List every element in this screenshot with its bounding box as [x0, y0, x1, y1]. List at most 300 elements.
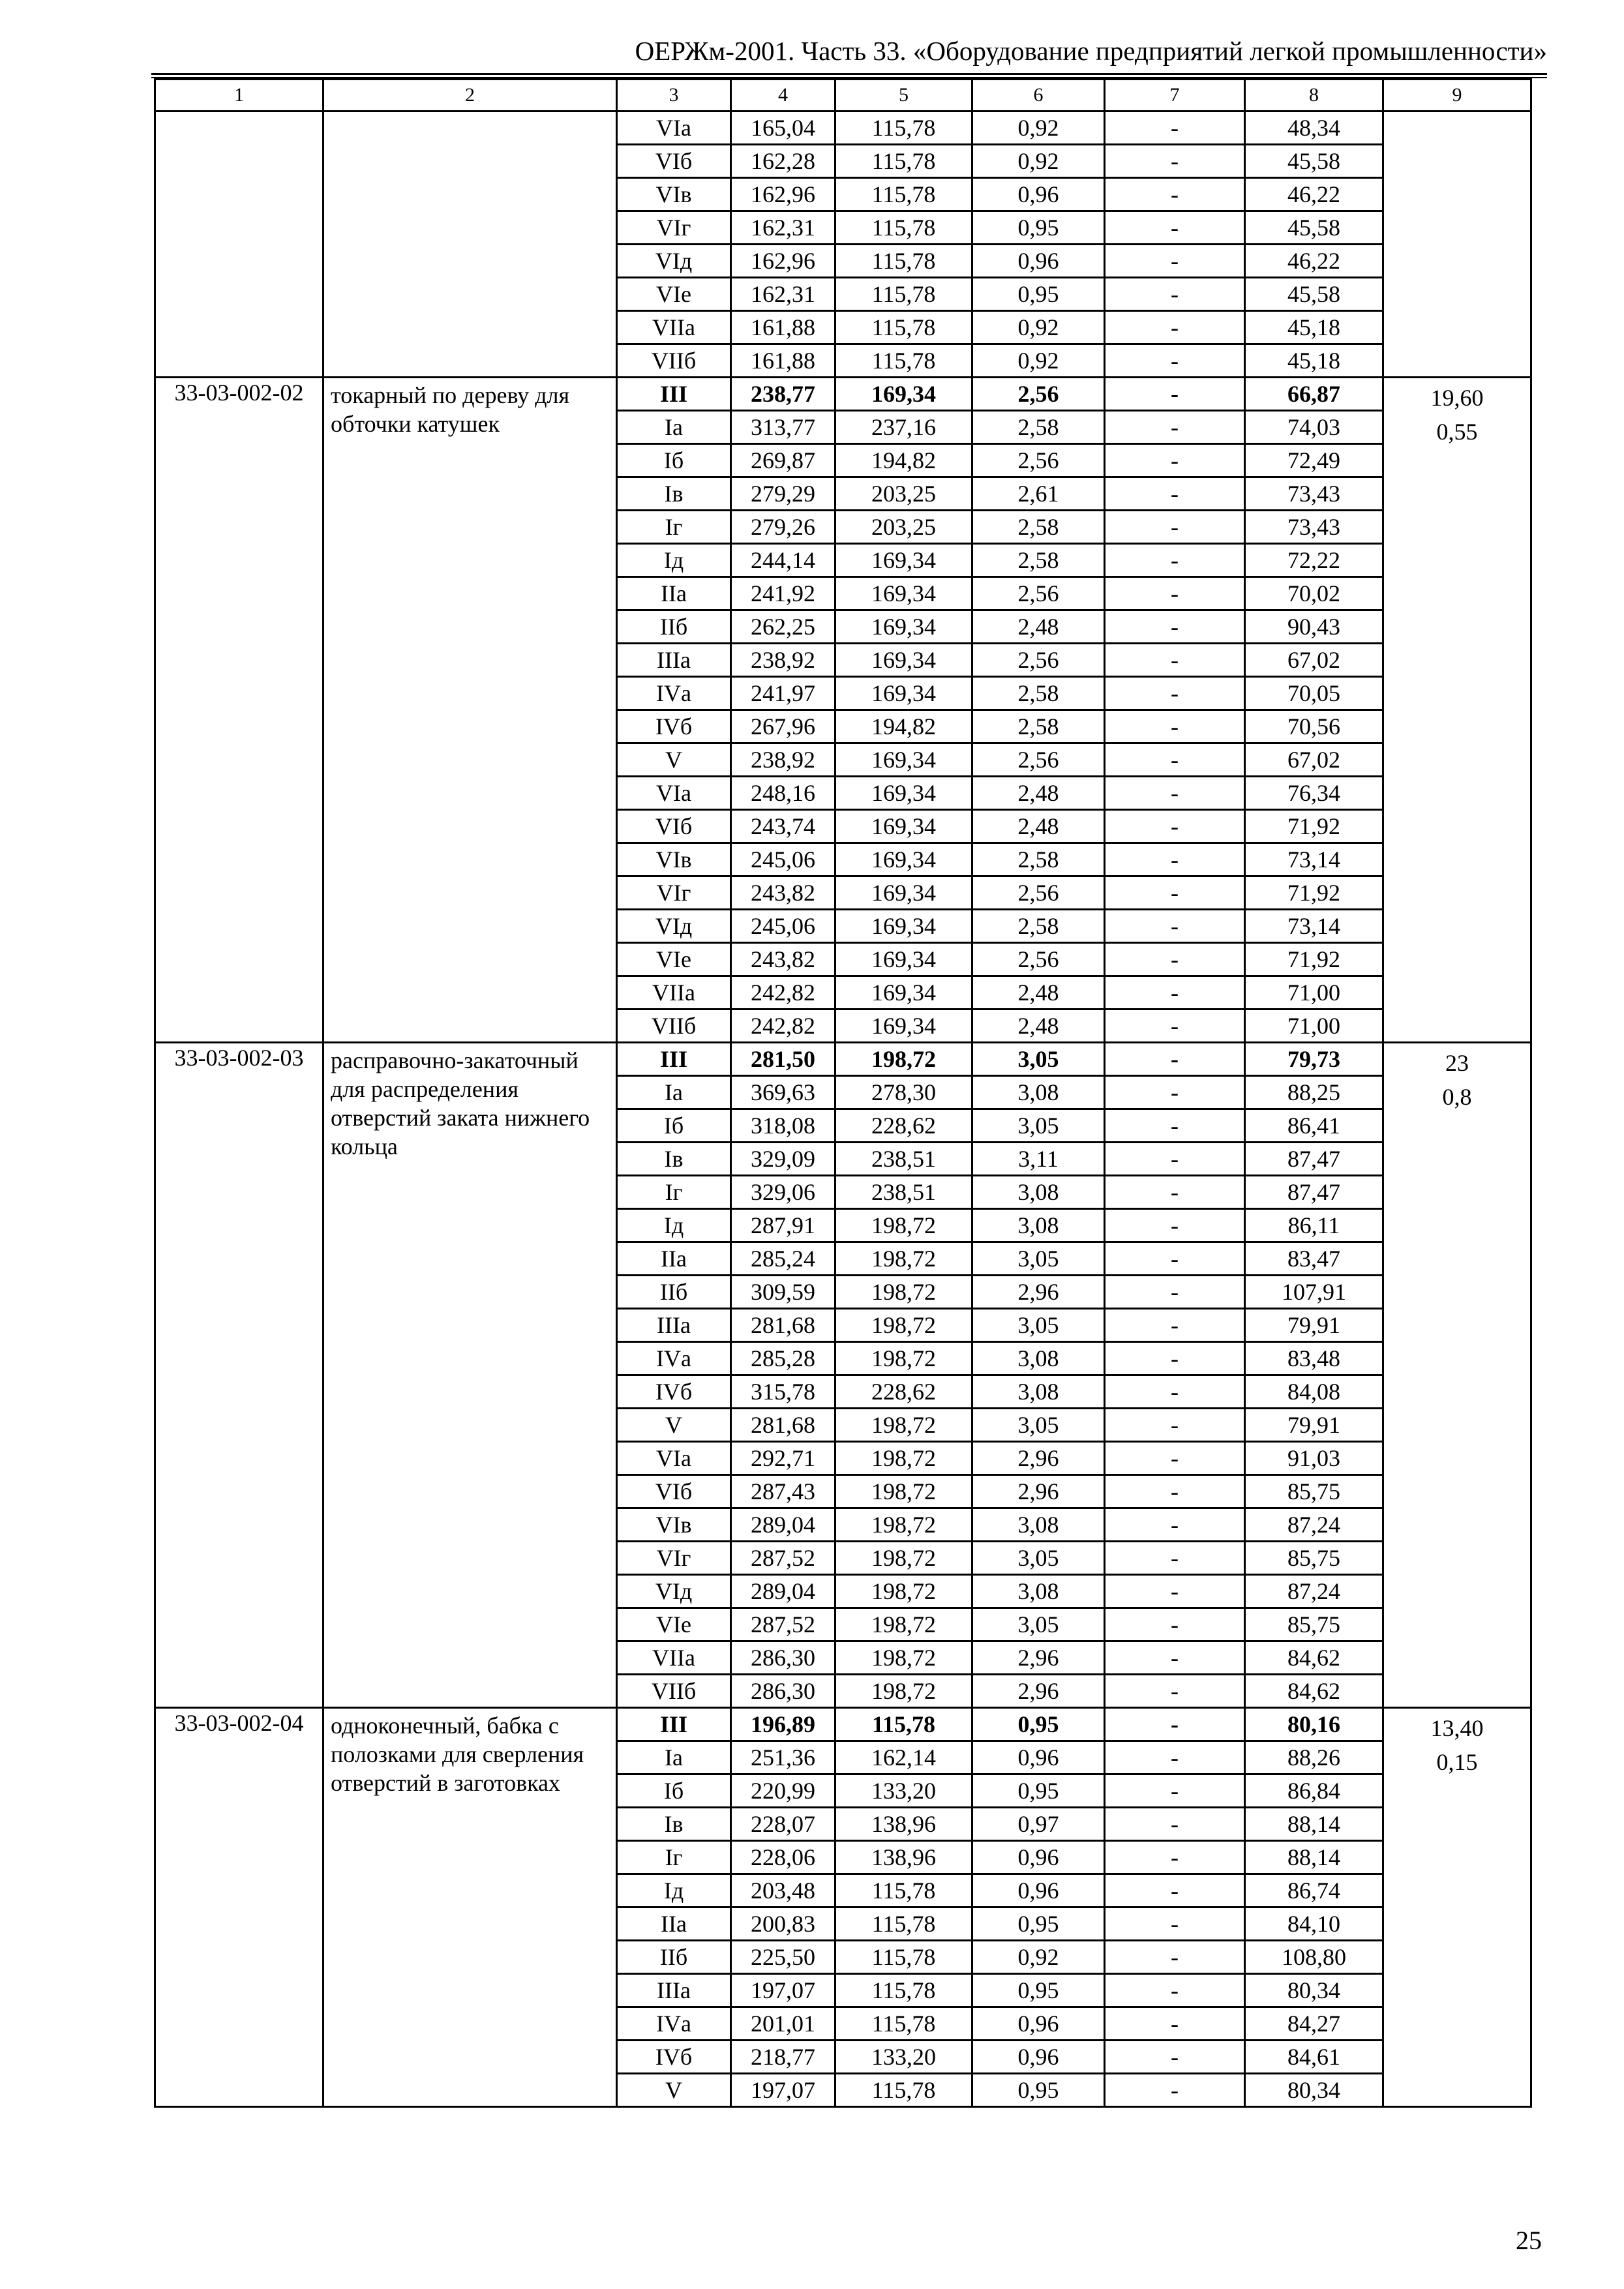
value-cell: - [1105, 1641, 1245, 1675]
value-cell: 3,05 [972, 1542, 1105, 1575]
value-cell: 79,91 [1245, 1409, 1383, 1442]
value-cell: 2,48 [972, 610, 1105, 644]
region-cell: VIе [617, 943, 731, 976]
value-cell: 169,34 [835, 544, 972, 577]
value-cell: 84,61 [1245, 2041, 1383, 2074]
value-cell: 245,06 [731, 910, 835, 943]
value-cell: 70,05 [1245, 677, 1383, 710]
value-cell: 238,51 [835, 1176, 972, 1209]
value-cell: 0,92 [972, 344, 1105, 378]
value-cell: 0,95 [972, 278, 1105, 311]
value-cell: - [1105, 1442, 1245, 1475]
value-cell: - [1105, 843, 1245, 876]
region-cell: IIа [617, 1242, 731, 1276]
value-cell: 2,58 [972, 677, 1105, 710]
value-cell: 76,34 [1245, 777, 1383, 810]
value-cell: 2,96 [972, 1442, 1105, 1475]
table-row [155, 1043, 1531, 1076]
value-cell: 2,48 [972, 777, 1105, 810]
value-cell: 238,92 [731, 743, 835, 777]
value-cell: 0,96 [972, 245, 1105, 278]
value-cell: 287,43 [731, 1475, 835, 1508]
value-cell: 84,62 [1245, 1675, 1383, 1708]
region-cell: VIб [617, 145, 731, 178]
value-cell: 72,49 [1245, 444, 1383, 477]
value-cell: 3,08 [972, 1342, 1105, 1375]
value-cell: - [1105, 577, 1245, 610]
region-cell: IIа [617, 1908, 731, 1941]
region-cell: VIIа [617, 1641, 731, 1675]
value-cell: 198,72 [835, 1409, 972, 1442]
value-cell: 169,34 [835, 577, 972, 610]
value-cell: 162,96 [731, 178, 835, 211]
value-cell: 286,30 [731, 1641, 835, 1675]
rate-code-cell: 33-03-002-04 [155, 1708, 323, 2107]
value-cell: - [1105, 211, 1245, 245]
value-cell: - [1105, 1708, 1245, 1741]
value-cell: - [1105, 2007, 1245, 2041]
value-cell: 133,20 [835, 1774, 972, 1808]
value-cell: 2,96 [972, 1276, 1105, 1309]
value-cell: - [1105, 1941, 1245, 1974]
value-cell: 238,92 [731, 644, 835, 677]
value-cell: 46,22 [1245, 178, 1383, 211]
value-cell: - [1105, 378, 1245, 411]
value-cell: 228,06 [731, 1841, 835, 1874]
page-header-title: ОЕРЖм-2001. Часть 33. «Оборудование предприятий легкой промышленности» [635, 36, 1547, 66]
value-cell: 198,72 [835, 1309, 972, 1342]
value-cell: - [1105, 943, 1245, 976]
value-cell: 198,72 [835, 1641, 972, 1675]
value-cell: 287,52 [731, 1542, 835, 1575]
value-cell: 243,74 [731, 810, 835, 843]
header-rule-thick [151, 73, 1547, 75]
value-cell: 0,95 [972, 1974, 1105, 2007]
value-cell: 138,96 [835, 1808, 972, 1841]
value-cell: - [1105, 1176, 1245, 1209]
value-cell: 87,24 [1245, 1575, 1383, 1608]
value-cell: 85,75 [1245, 1608, 1383, 1641]
value-cell: 87,47 [1245, 1143, 1383, 1176]
value-cell: 115,78 [835, 1908, 972, 1941]
value-cell: 45,58 [1245, 145, 1383, 178]
value-cell: 45,18 [1245, 344, 1383, 378]
table-row [155, 1708, 1531, 1741]
value-cell: 0,92 [972, 112, 1105, 145]
region-cell: IIб [617, 610, 731, 644]
column-number: 8 [1245, 80, 1383, 112]
value-cell: 279,26 [731, 511, 835, 544]
value-cell: 48,34 [1245, 112, 1383, 145]
region-cell: VIв [617, 1508, 731, 1542]
column-number: 4 [731, 80, 835, 112]
value-cell: 115,78 [835, 1708, 972, 1741]
value-cell: 218,77 [731, 2041, 835, 2074]
value-cell: - [1105, 743, 1245, 777]
region-cell: IIб [617, 1276, 731, 1309]
value-cell: 3,08 [972, 1209, 1105, 1242]
value-cell: 2,56 [972, 444, 1105, 477]
value-cell: - [1105, 444, 1245, 477]
value-cell: 0,92 [972, 1941, 1105, 1974]
value-cell: 238,51 [835, 1143, 972, 1176]
value-cell: 281,50 [731, 1043, 835, 1076]
value-cell: 169,34 [835, 976, 972, 1010]
value-cell: 2,61 [972, 477, 1105, 511]
value-cell: 162,31 [731, 278, 835, 311]
value-cell: 267,96 [731, 710, 835, 743]
index-value: 0,15 [1436, 1749, 1478, 1775]
value-cell: 169,34 [835, 876, 972, 910]
region-cell: V [617, 2074, 731, 2107]
value-cell: 70,02 [1245, 577, 1383, 610]
value-cell: 45,58 [1245, 278, 1383, 311]
region-cell: VIIб [617, 344, 731, 378]
value-cell: 83,47 [1245, 1242, 1383, 1276]
value-cell: 3,08 [972, 1508, 1105, 1542]
resource-table [154, 78, 1532, 2108]
value-cell: 115,78 [835, 1874, 972, 1908]
value-cell: 71,92 [1245, 876, 1383, 910]
equipment-name-cell: расправочно-закаточный для распределения отверстий заката нижнего кольца [323, 1043, 617, 1708]
region-cell: VIIа [617, 976, 731, 1010]
value-cell: - [1105, 178, 1245, 211]
value-cell: 0,97 [972, 1808, 1105, 1841]
value-cell: 169,34 [835, 743, 972, 777]
value-cell: - [1105, 1542, 1245, 1575]
region-cell: Iв [617, 477, 731, 511]
value-cell: 66,87 [1245, 378, 1383, 411]
index-cell [1383, 378, 1531, 1043]
value-cell: 200,83 [731, 1908, 835, 1941]
region-cell: VIг [617, 211, 731, 245]
region-cell: Iд [617, 544, 731, 577]
value-cell: 262,25 [731, 610, 835, 644]
value-cell: 169,34 [835, 777, 972, 810]
region-cell: IVб [617, 710, 731, 743]
value-cell: - [1105, 1342, 1245, 1375]
value-cell: - [1105, 1109, 1245, 1143]
index-value: 13,40 [1430, 1715, 1484, 1741]
region-cell: Iв [617, 1808, 731, 1841]
value-cell: 71,92 [1245, 943, 1383, 976]
value-cell: 243,82 [731, 876, 835, 910]
region-cell: III [617, 1043, 731, 1076]
column-number: 1 [155, 80, 323, 112]
region-cell: IIIа [617, 644, 731, 677]
value-cell: 313,77 [731, 411, 835, 444]
region-cell: VIа [617, 1442, 731, 1475]
value-cell: - [1105, 477, 1245, 511]
index-value: 23 [1445, 1050, 1469, 1076]
value-cell: 198,72 [835, 1043, 972, 1076]
value-cell: - [1105, 245, 1245, 278]
index-value: 0,8 [1442, 1084, 1472, 1110]
value-cell: 83,48 [1245, 1342, 1383, 1375]
region-cell: Iд [617, 1209, 731, 1242]
value-cell: 3,05 [972, 1608, 1105, 1641]
value-cell: 3,05 [972, 1109, 1105, 1143]
value-cell: 86,84 [1245, 1774, 1383, 1808]
value-cell: - [1105, 610, 1245, 644]
value-cell: 241,97 [731, 677, 835, 710]
value-cell: 3,08 [972, 1575, 1105, 1608]
value-cell: 2,96 [972, 1641, 1105, 1675]
value-cell: 242,82 [731, 1010, 835, 1043]
value-cell: 115,78 [835, 112, 972, 145]
value-cell: 88,26 [1245, 1741, 1383, 1774]
value-cell: 2,56 [972, 876, 1105, 910]
region-cell: Iг [617, 1841, 731, 1874]
value-cell: 80,34 [1245, 1974, 1383, 2007]
region-cell: Iа [617, 1076, 731, 1109]
value-cell: 90,43 [1245, 610, 1383, 644]
value-cell: 2,58 [972, 544, 1105, 577]
column-number-row [155, 80, 1531, 112]
value-cell: 329,06 [731, 1176, 835, 1209]
value-cell: 198,72 [835, 1209, 972, 1242]
region-cell: IVа [617, 2007, 731, 2041]
equipment-name-cell [323, 112, 617, 378]
value-cell: - [1105, 2041, 1245, 2074]
value-cell: 203,48 [731, 1874, 835, 1908]
value-cell: 115,78 [835, 311, 972, 344]
index-cell [1383, 112, 1531, 378]
equipment-name-cell: одноконечный, бабка с полозками для сверления отверстий в заготовках [323, 1708, 617, 2107]
value-cell: - [1105, 777, 1245, 810]
region-cell: IIб [617, 1941, 731, 1974]
value-cell: 198,72 [835, 1475, 972, 1508]
region-cell: VIг [617, 876, 731, 910]
value-cell: 225,50 [731, 1941, 835, 1974]
value-cell: 0,95 [972, 2074, 1105, 2107]
region-cell: Iг [617, 1176, 731, 1209]
value-cell: 73,43 [1245, 511, 1383, 544]
value-cell: - [1105, 1409, 1245, 1442]
value-cell: 0,96 [972, 2041, 1105, 2074]
rate-code-cell [155, 112, 323, 378]
value-cell: 169,34 [835, 610, 972, 644]
value-cell: - [1105, 411, 1245, 444]
value-cell: 162,28 [731, 145, 835, 178]
value-cell: 0,96 [972, 178, 1105, 211]
value-cell: 194,82 [835, 710, 972, 743]
value-cell: 3,05 [972, 1409, 1105, 1442]
value-cell: 3,08 [972, 1176, 1105, 1209]
value-cell: - [1105, 810, 1245, 843]
value-cell: 2,48 [972, 976, 1105, 1010]
value-cell: 0,92 [972, 145, 1105, 178]
value-cell: 286,30 [731, 1675, 835, 1708]
value-cell: 86,74 [1245, 1874, 1383, 1908]
value-cell: 0,95 [972, 1774, 1105, 1808]
value-cell: 85,75 [1245, 1475, 1383, 1508]
value-cell: - [1105, 1276, 1245, 1309]
value-cell: 72,22 [1245, 544, 1383, 577]
value-cell: 3,05 [972, 1309, 1105, 1342]
value-cell: 73,14 [1245, 843, 1383, 876]
value-cell: 169,34 [835, 943, 972, 976]
value-cell: - [1105, 1908, 1245, 1941]
value-cell: 198,72 [835, 1608, 972, 1641]
value-cell: 2,58 [972, 843, 1105, 876]
region-cell: IVб [617, 2041, 731, 2074]
value-cell: 248,16 [731, 777, 835, 810]
value-cell: 88,14 [1245, 1808, 1383, 1841]
equipment-name-cell: токарный по дереву для обточки катушек [323, 378, 617, 1043]
value-cell: - [1105, 976, 1245, 1010]
value-cell: - [1105, 1808, 1245, 1841]
region-cell: V [617, 743, 731, 777]
value-cell: 289,04 [731, 1508, 835, 1542]
value-cell: 108,80 [1245, 1941, 1383, 1974]
value-cell: 79,73 [1245, 1043, 1383, 1076]
region-cell: Iб [617, 1109, 731, 1143]
value-cell: 245,06 [731, 843, 835, 876]
region-cell: III [617, 1708, 731, 1741]
value-cell: 88,25 [1245, 1076, 1383, 1109]
value-cell: - [1105, 1608, 1245, 1641]
value-cell: 2,56 [972, 943, 1105, 976]
region-cell: VIа [617, 112, 731, 145]
region-cell: VIе [617, 278, 731, 311]
value-cell: 2,56 [972, 378, 1105, 411]
region-cell: VIIа [617, 311, 731, 344]
value-cell: 71,00 [1245, 976, 1383, 1010]
value-cell: 197,07 [731, 1974, 835, 2007]
index-cell [1383, 1708, 1531, 2107]
value-cell: 198,72 [835, 1276, 972, 1309]
value-cell: 203,25 [835, 477, 972, 511]
value-cell: - [1105, 511, 1245, 544]
value-cell: 2,96 [972, 1475, 1105, 1508]
region-cell: VIIб [617, 1675, 731, 1708]
value-cell: - [1105, 1841, 1245, 1874]
value-cell: 79,91 [1245, 1309, 1383, 1342]
column-number: 7 [1105, 80, 1245, 112]
value-cell: 169,34 [835, 1010, 972, 1043]
region-cell: IVа [617, 677, 731, 710]
value-cell: - [1105, 710, 1245, 743]
value-cell: - [1105, 677, 1245, 710]
value-cell: 86,41 [1245, 1109, 1383, 1143]
value-cell: 162,31 [731, 211, 835, 245]
region-cell: III [617, 378, 731, 411]
column-number: 5 [835, 80, 972, 112]
value-cell: - [1105, 1242, 1245, 1276]
value-cell: - [1105, 544, 1245, 577]
index-cell [1383, 1043, 1531, 1708]
value-cell: 3,11 [972, 1143, 1105, 1176]
value-cell: 228,07 [731, 1808, 835, 1841]
value-cell: - [1105, 2074, 1245, 2107]
value-cell: 269,87 [731, 444, 835, 477]
value-cell: 115,78 [835, 2074, 972, 2107]
value-cell: 3,08 [972, 1375, 1105, 1409]
region-cell: Iд [617, 1874, 731, 1908]
value-cell: - [1105, 1874, 1245, 1908]
value-cell: 115,78 [835, 278, 972, 311]
value-cell: 84,27 [1245, 2007, 1383, 2041]
value-cell: 198,72 [835, 1675, 972, 1708]
value-cell: 285,28 [731, 1342, 835, 1375]
value-cell: 71,92 [1245, 810, 1383, 843]
value-cell: 369,63 [731, 1076, 835, 1109]
column-number: 6 [972, 80, 1105, 112]
value-cell: 0,96 [972, 2007, 1105, 2041]
value-cell: 3,05 [972, 1242, 1105, 1276]
value-cell: 197,07 [731, 2074, 835, 2107]
region-cell: VIе [617, 1608, 731, 1641]
value-cell: 165,04 [731, 112, 835, 145]
value-cell: 198,72 [835, 1342, 972, 1375]
value-cell: 279,29 [731, 477, 835, 511]
value-cell: 88,14 [1245, 1841, 1383, 1874]
value-cell: 162,96 [731, 245, 835, 278]
value-cell: 2,96 [972, 1675, 1105, 1708]
value-cell: 80,34 [1245, 2074, 1383, 2107]
region-cell: VIг [617, 1542, 731, 1575]
value-cell: 0,96 [972, 1841, 1105, 1874]
value-cell: 242,82 [731, 976, 835, 1010]
region-cell: IIIа [617, 1309, 731, 1342]
value-cell: 318,08 [731, 1109, 835, 1143]
value-cell: 198,72 [835, 1575, 972, 1608]
page-number: 25 [1516, 2226, 1542, 2255]
value-cell: 87,24 [1245, 1508, 1383, 1542]
value-cell: 0,95 [972, 211, 1105, 245]
value-cell: 220,99 [731, 1774, 835, 1808]
value-cell: 198,72 [835, 1542, 972, 1575]
value-cell: 2,58 [972, 511, 1105, 544]
value-cell: 84,10 [1245, 1908, 1383, 1941]
value-cell: 115,78 [835, 211, 972, 245]
region-cell: Iб [617, 1774, 731, 1808]
value-cell: - [1105, 910, 1245, 943]
value-cell: 115,78 [835, 2007, 972, 2041]
value-cell: 278,30 [835, 1076, 972, 1109]
value-cell: - [1105, 1043, 1245, 1076]
value-cell: 194,82 [835, 444, 972, 477]
value-cell: - [1105, 112, 1245, 145]
value-cell: 73,43 [1245, 477, 1383, 511]
value-cell: 281,68 [731, 1409, 835, 1442]
value-cell: 198,72 [835, 1442, 972, 1475]
value-cell: 169,34 [835, 910, 972, 943]
value-cell: 0,96 [972, 1741, 1105, 1774]
value-cell: - [1105, 1974, 1245, 2007]
value-cell: - [1105, 1575, 1245, 1608]
region-cell: V [617, 1409, 731, 1442]
region-cell: Iа [617, 411, 731, 444]
rate-code-cell: 33-03-002-02 [155, 378, 323, 1043]
index-value: 19,60 [1430, 385, 1484, 411]
column-number: 2 [323, 80, 617, 112]
value-cell: 86,11 [1245, 1209, 1383, 1242]
value-cell: 287,52 [731, 1608, 835, 1641]
value-cell: 161,88 [731, 311, 835, 344]
value-cell: - [1105, 1675, 1245, 1708]
value-cell: 2,48 [972, 810, 1105, 843]
value-cell: 71,00 [1245, 1010, 1383, 1043]
value-cell: 67,02 [1245, 644, 1383, 677]
value-cell: 2,56 [972, 644, 1105, 677]
value-cell: 169,34 [835, 810, 972, 843]
value-cell: - [1105, 1508, 1245, 1542]
value-cell: 84,62 [1245, 1641, 1383, 1675]
value-cell: - [1105, 1010, 1245, 1043]
region-cell: Iг [617, 511, 731, 544]
